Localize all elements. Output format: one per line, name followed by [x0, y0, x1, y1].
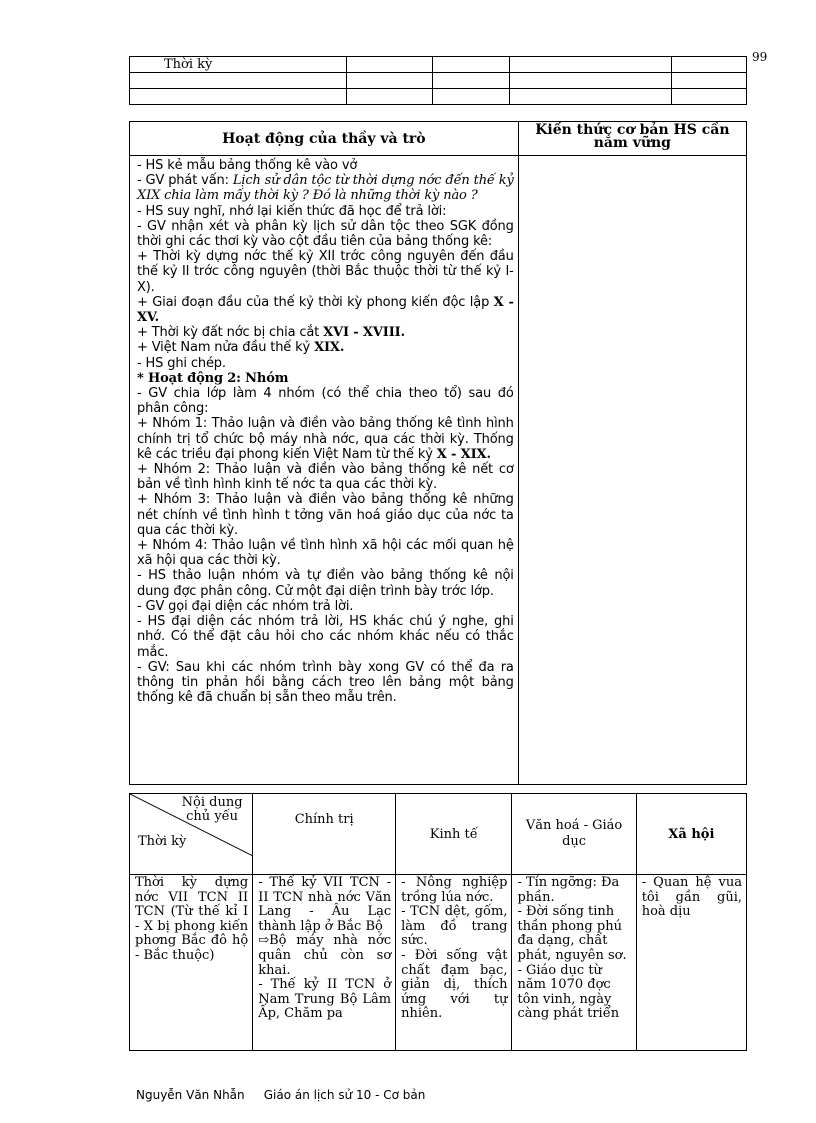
- line: + Nhóm 3: Thảo luận và điền vào bảng thống kê những nét chính về tình hình t tởng văn hoá giáo dục của nớc ta qua các thời kỳ.: [137, 492, 514, 538]
- line: - GV chia lớp làm 4 nhóm (có thể chia theo tổ) sau đó phân công:: [137, 386, 514, 417]
- society-cell: - Quan hệ vua tôi gần gũi, hoà dịu: [636, 875, 746, 1051]
- diagonal-header-cell: [130, 794, 253, 875]
- line: + Nhóm 1: Thảo luận và điền vào bảng thống kê tình hình chính trị tổ chức bộ máy nhà nớc, qua các thời kỳ. Thống kê các triều đại phong kiến Việt Nam từ thế kỷ X - XIX.: [137, 416, 514, 462]
- line: - HS thảo luận nhóm và tự điền vào bảng thống kê nội dung đợc phân công. Cử một đại diện trình bày trớc lớp.: [137, 568, 514, 599]
- line: + Giai đoạn đầu của thế kỷ thời kỳ phong kiến độc lập X - XV.: [137, 294, 514, 326]
- diag-top-label: Nội dung chủ yếu: [181, 795, 243, 824]
- activity-content: [130, 156, 519, 785]
- line: + Nhóm 2: Thảo luận và điền vào bảng thống kê nết cơ bản về tình hình kinh tế nớc ta qua các thời kỳ.: [137, 462, 514, 493]
- col-culture: Văn hoá - Giáo dục: [512, 794, 636, 875]
- line: - GV phát vấn: Lịch sử dân tộc từ thời dựng nớc đến thế kỷ XIX chia làm mấy thời kỳ ? Đó là những thời kỳ nào ?: [137, 173, 514, 204]
- line: - GV gọi đại diện các nhóm trả lời.: [137, 598, 354, 614]
- activity-2-heading: * Hoạt động 2: Nhóm: [137, 370, 289, 386]
- col-economy: Kinh tế: [396, 794, 512, 875]
- line: + Việt Nam nửa đầu thế kỷ XIX.: [137, 340, 345, 356]
- knowledge-content: [518, 156, 746, 785]
- comparison-table: [129, 793, 747, 1051]
- footer-title: Giáo án lịch sử 10 - Cơ bản: [263, 1088, 426, 1102]
- line: + Thời kỳ đất nớc bị chia cắt XVI - XVIII.: [137, 325, 405, 341]
- footer-author: Nguyễn Văn Nhẫn: [136, 1088, 245, 1102]
- line: - HS ghi chép.: [137, 355, 226, 371]
- period-header-table: [129, 56, 747, 105]
- col-politics: Chính trị: [253, 794, 396, 875]
- col-knowledge-header: Kiến thức cơ bản HS cần nắm vững: [518, 122, 746, 156]
- period-label: Thời kỳ: [130, 57, 347, 73]
- line: - HS đại diện các nhóm trả lời, HS khác chú ý nghe, ghi nhớ. Có thể đặt câu hỏi cho các nhóm khác nếu có thắc mắc.: [137, 614, 514, 660]
- page-number: 99: [752, 50, 768, 64]
- line: - HS kẻ mẫu bảng thống kê vào vở: [137, 158, 358, 173]
- footer: [136, 1088, 425, 1102]
- line: + Nhóm 4: Thảo luận về tình hình xã hội các mối quan hệ xã hội qua các thời kỳ.: [137, 538, 514, 569]
- col-activity-header: Hoạt động của thầy và trò: [130, 122, 519, 156]
- line: + Thời kỳ dựng nớc thế kỷ XII trớc công nguyên đến đầu thế kỷ II trớc công nguyên (thời Bắc thuộc thời từ thế kỷ I-X).: [137, 249, 514, 295]
- period-cell: Thời kỳ dựng nớc VII TCN II TCN (Từ thế kỉ I - X bị phong kiến phơng Bắc đô hộ - Bắc thuộc): [130, 875, 253, 1051]
- col-society: Xã hội: [636, 794, 746, 875]
- culture-cell: - Tín ngỡng: Đa phần. - Đời sống tinh thần phong phú đa dạng, chất phát, nguyên sơ. - Giáo dục từ năm 1070 đợc tôn vinh, ngày càng phát triển: [512, 875, 636, 1051]
- line: - GV nhận xét và phân kỳ lịch sử dân tộc theo SGK đồng thời ghi các thơi kỳ vào cột đầu tiên của bảng thống kê:: [137, 218, 514, 250]
- economy-cell: - Nông nghiệp trồng lúa nớc. - TCN dệt, gốm, làm đồ trang sức. - Đời sống vật chất đạm bạc, giản dị, thích ứng với tự nhiên.: [396, 875, 512, 1051]
- activity-table: [129, 121, 747, 785]
- diag-bottom-label: Thời kỳ: [138, 834, 187, 849]
- politics-cell: - Thế kỷ VII TCN - II TCN nhà nớc Văn Lang - Âu Lạc thành lập ở Bắc Bộ ⇨Bộ máy nhà nớc quân chủ còn sơ khai. - Thế kỷ II TCN ở Nam Trung Bộ Lâm Ấp, Chăm pa: [253, 875, 396, 1051]
- line: - HS suy nghĩ, nhớ lại kiến thức đã học để trả lời:: [137, 203, 447, 219]
- line: - GV: Sau khi các nhóm trình bày xong GV có thể đa ra thông tin phản hồi bằng cách treo lên bảng một bảng thống kê đã chuẩn bị sẵn theo mẫu trên.: [137, 659, 514, 706]
